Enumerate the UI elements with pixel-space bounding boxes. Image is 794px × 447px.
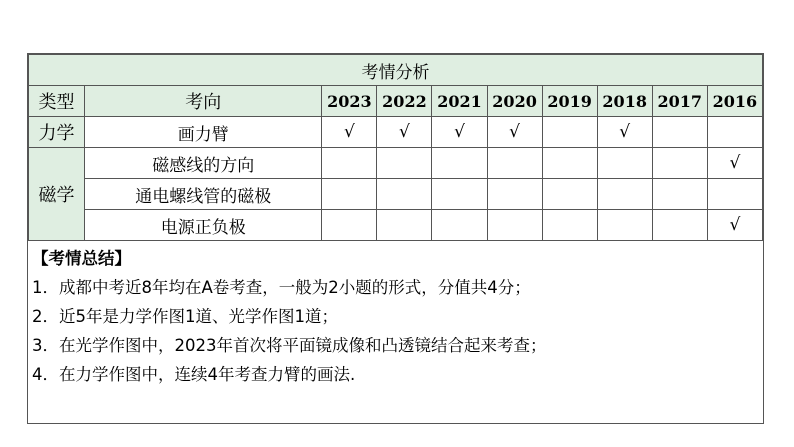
topic-cell: 通电螺线管的磁极	[85, 179, 322, 210]
summary-section	[28, 241, 763, 389]
check-cell	[707, 179, 762, 210]
check-cell	[652, 210, 707, 241]
check-cell	[487, 210, 542, 241]
table-row	[29, 148, 763, 179]
table-row	[29, 117, 763, 148]
check-cell	[432, 148, 487, 179]
summary-line: 1．成都中考近8年均在A卷考查，一般为2小题的形式，分值共4分；	[32, 278, 531, 297]
table-title: 考情分析	[29, 55, 763, 86]
check-cell	[377, 148, 432, 179]
check-cell	[322, 210, 377, 241]
exam-analysis-table	[28, 54, 763, 241]
topic-cell: 电源正负极	[85, 210, 322, 241]
check-cell: √	[707, 210, 762, 241]
table-row	[29, 210, 763, 241]
check-cell: √	[377, 117, 432, 148]
header-year: 2019	[542, 86, 597, 117]
summary-line: 3．在光学作图中，2023年首次将平面镜成像和凸透镜结合起来考查；	[32, 336, 547, 355]
check-cell	[707, 117, 762, 148]
check-cell	[597, 148, 652, 179]
check-cell: √	[432, 117, 487, 148]
check-cell	[652, 179, 707, 210]
check-cell: √	[322, 117, 377, 148]
check-cell	[432, 210, 487, 241]
check-cell	[542, 210, 597, 241]
check-cell	[542, 117, 597, 148]
header-year: 2023	[322, 86, 377, 117]
topic-cell: 画力臂	[85, 117, 322, 148]
check-cell	[432, 179, 487, 210]
check-cell	[652, 148, 707, 179]
table-row	[29, 179, 763, 210]
check-cell: √	[707, 148, 762, 179]
header-year: 2017	[652, 86, 707, 117]
category-cell: 力学	[29, 117, 85, 148]
check-cell	[542, 179, 597, 210]
header-year: 2021	[432, 86, 487, 117]
check-cell: √	[487, 117, 542, 148]
check-cell	[597, 210, 652, 241]
check-cell	[597, 179, 652, 210]
check-cell	[652, 117, 707, 148]
check-cell: √	[597, 117, 652, 148]
summary-title: 【考情总结】	[32, 249, 131, 268]
header-year: 2016	[707, 86, 762, 117]
header-topic: 考向	[85, 86, 322, 117]
check-cell	[322, 148, 377, 179]
header-year: 2018	[597, 86, 652, 117]
summary-line: 2．近5年是力学作图1道、光学作图1道；	[32, 307, 338, 326]
exam-analysis-sheet	[27, 53, 764, 424]
header-year: 2020	[487, 86, 542, 117]
check-cell	[377, 210, 432, 241]
header-year: 2022	[377, 86, 432, 117]
category-cell: 磁学	[29, 148, 85, 241]
check-cell	[377, 179, 432, 210]
topic-cell: 磁感线的方向	[85, 148, 322, 179]
check-cell	[542, 148, 597, 179]
check-cell	[487, 148, 542, 179]
check-cell	[322, 179, 377, 210]
summary-line: 4．在力学作图中，连续4年考查力臂的画法.	[32, 365, 356, 384]
header-type: 类型	[29, 86, 85, 117]
check-cell	[487, 179, 542, 210]
